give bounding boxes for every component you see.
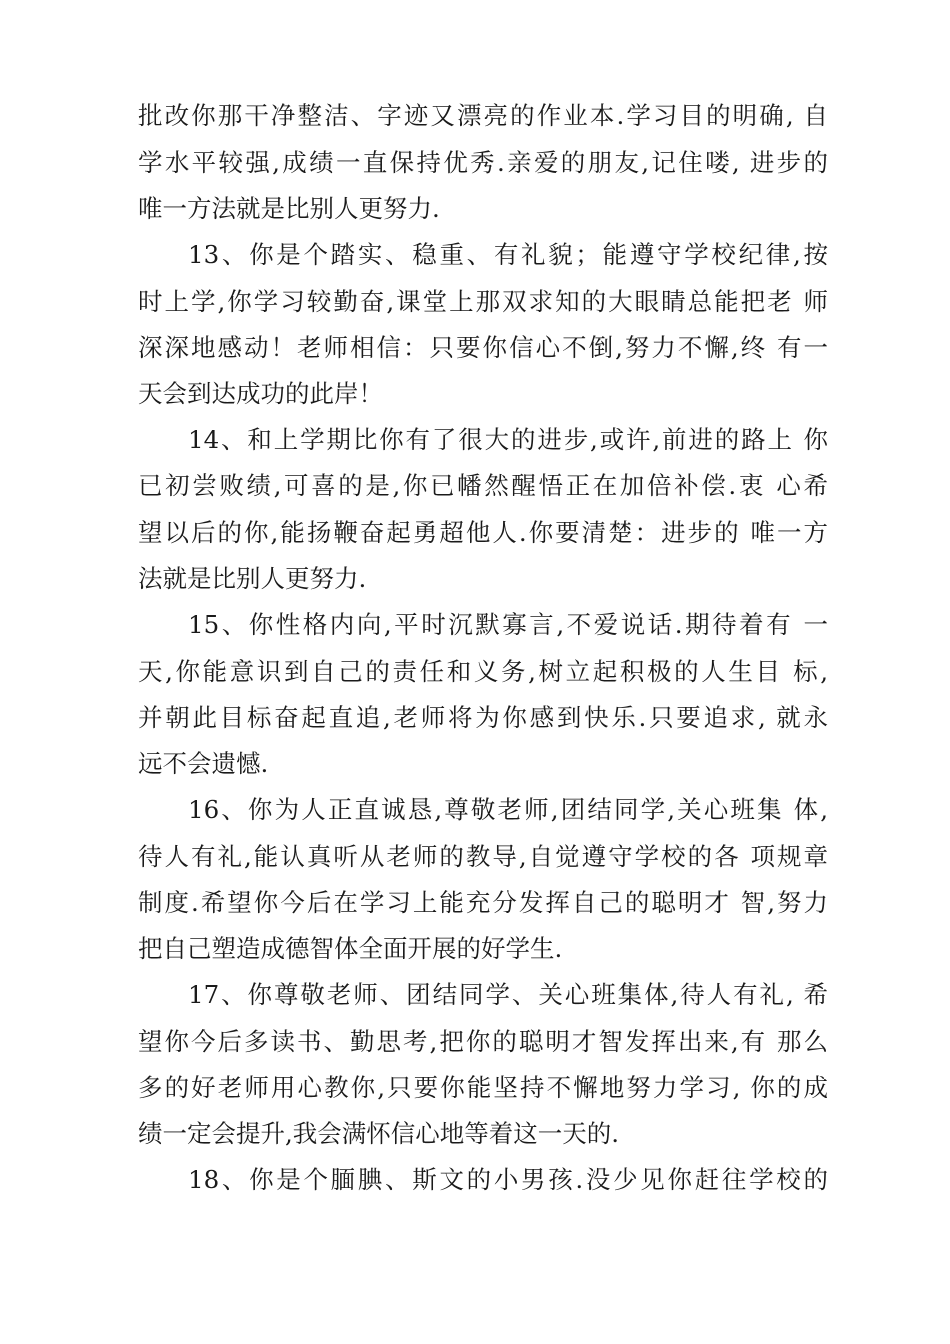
paragraph-16-start: 16、你为人正直诚恳,尊敬老师,团结同学,关心班集 体,: [188, 795, 828, 824]
text-line: 绩一定会提升,我会满怀信心地等着这一天的.: [138, 1119, 620, 1148]
text-line: 批改你那干净整洁、字迹又漂亮的作业本.学习目的明确, 自: [138, 101, 828, 130]
text-line: 把自己塑造成德智体全面开展的好学生.: [138, 934, 563, 963]
paragraph-17-start: 17、你尊敬老师、团结同学、关心班集体,待人有礼, 希: [188, 980, 828, 1009]
text-line: 望以后的你,能扬鞭奋起勇超他人.你要清楚：进步的 唯一方: [138, 518, 828, 547]
text-line: 天,你能意识到自己的责任和义务,树立起积极的人生目 标,: [138, 657, 828, 686]
text-line: 时上学,你学习较勤奋,课堂上那双求知的大眼睛总能把老 师: [138, 287, 828, 316]
text-line: 深深地感动！老师相信：只要你信心不倒,努力不懈,终 有一: [138, 333, 828, 362]
paragraph-13-start: 13、你是个踏实、稳重、有礼貌；能遵守学校纪律,按: [188, 240, 828, 269]
text-line: 法就是比别人更努力.: [138, 564, 367, 593]
paragraph-15-start: 15、你性格内向,平时沉默寡言,不爱说话.期待着有 一: [188, 610, 828, 639]
text-line: 远不会遗憾.: [138, 749, 269, 778]
text-line: 学水平较强,成绩一直保持优秀.亲爱的朋友,记住喽, 进步的: [138, 148, 828, 177]
text-line: 并朝此目标奋起直追,老师将为你感到快乐.只要追求, 就永: [138, 703, 828, 732]
text-line: 待人有礼,能认真听从老师的教导,自觉遵守学校的各 项规章: [138, 842, 828, 871]
text-line: 制度.希望你今后在学习上能充分发挥自己的聪明才 智,努力: [138, 888, 828, 917]
text-line: 望你今后多读书、勤思考,把你的聪明才智发挥出来,有 那么: [138, 1027, 828, 1056]
paragraph-18-start: 18、你是个腼腆、斯文的小男孩.没少见你赶往学校的: [188, 1165, 828, 1194]
text-line: 多的好老师用心教你,只要你能坚持不懈地努力学习, 你的成: [138, 1073, 828, 1102]
text-line: 唯一方法就是比别人更努力.: [138, 194, 440, 223]
text-line: 天会到达成功的此岸！: [138, 379, 383, 408]
paragraph-14-start: 14、和上学期比你有了很大的进步,或许,前进的路上 你: [188, 425, 828, 454]
text-line: 已初尝败绩,可喜的是,你已幡然醒悟正在加倍补偿.衷 心希: [138, 471, 828, 500]
